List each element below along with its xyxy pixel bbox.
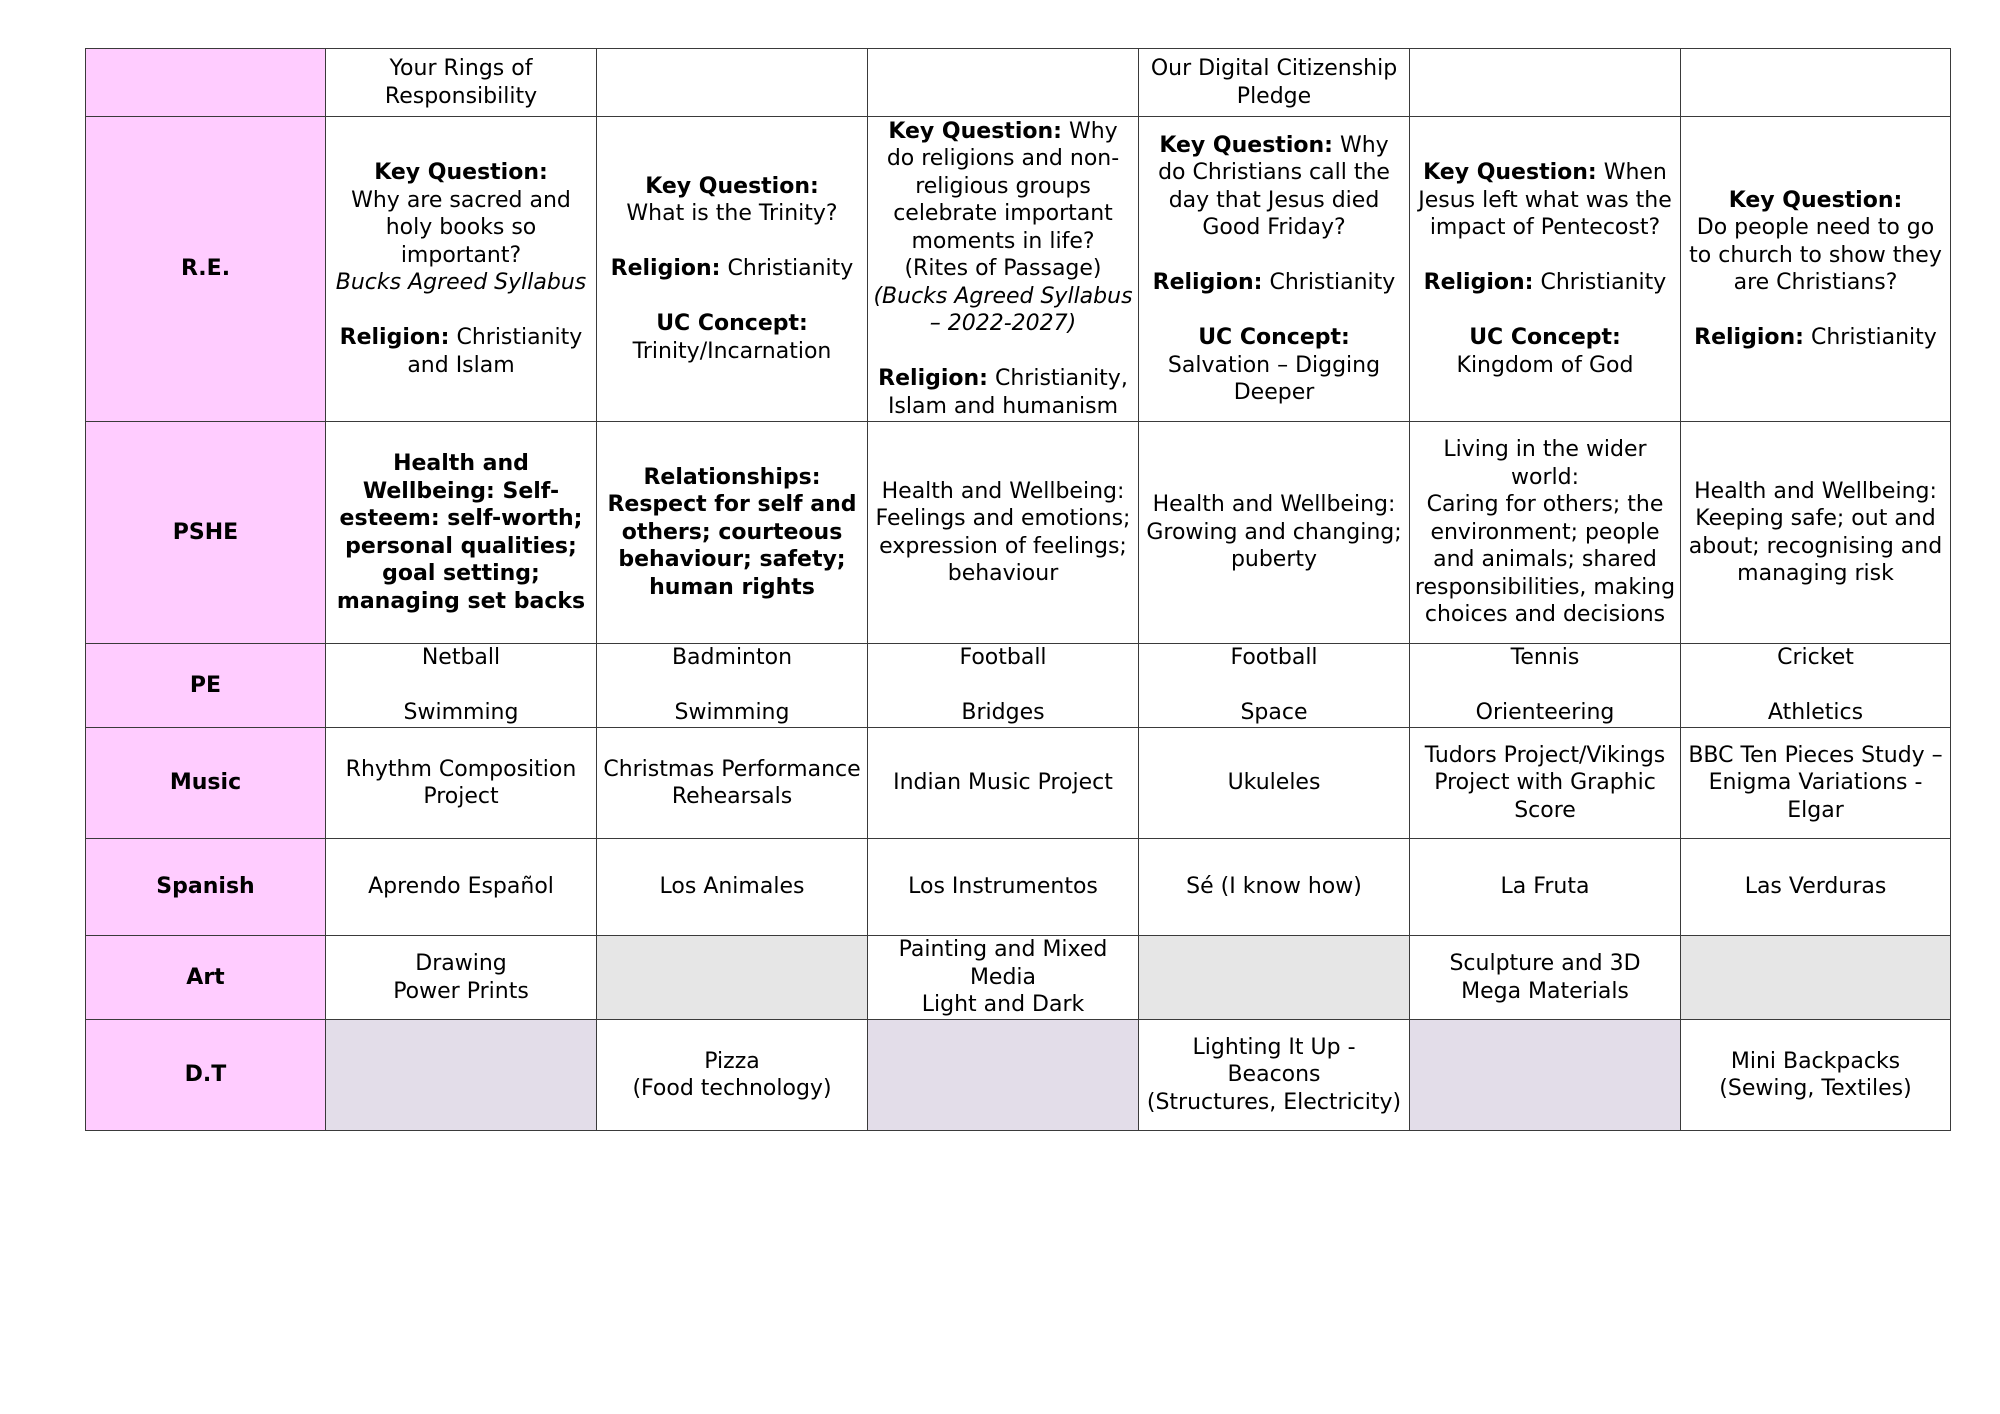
subject-label-dt: D.T	[86, 1020, 326, 1131]
spanish-cell-4: Sé (I know how)	[1139, 839, 1410, 936]
dt-cell-3-empty	[868, 1020, 1139, 1131]
re-c5-uc-text: Kingdom of God	[1456, 352, 1634, 378]
re-c6-religion-text: Christianity	[1810, 325, 1937, 350]
re-c5-uc-label: UC Concept:	[1469, 325, 1621, 350]
music-cell-2: Christmas Performance Rehearsals	[597, 728, 868, 839]
spanish-cell-1: Aprendo Español	[326, 839, 597, 936]
art-c1-a: Drawing	[415, 951, 507, 976]
re-c6-kq-label: Key Question:	[1728, 187, 1903, 213]
subject-label-re: R.E.	[86, 117, 326, 422]
re-cell-6	[1681, 117, 1951, 422]
re-c5-religion-text: Christianity	[1540, 270, 1667, 295]
pshe-cell-6: Health and Wellbeing: Keeping safe; out and about; recognising and managing risk	[1681, 422, 1951, 644]
pshe-c4-title: Health and Wellbeing:	[1152, 492, 1396, 518]
art-cell-3	[868, 936, 1139, 1020]
re-cell-2	[597, 117, 868, 422]
pshe-cell-5	[1410, 422, 1681, 644]
re-c1-religion-label: Religion:	[339, 325, 450, 350]
subject-label-art: Art	[86, 936, 326, 1020]
re-c4-kq-label: Key Question:	[1159, 132, 1333, 158]
pe-row	[86, 644, 1951, 728]
pe-cell-6	[1681, 644, 1951, 728]
pe-c6-b: Athletics	[1767, 700, 1864, 726]
music-row	[86, 728, 1951, 839]
pe-c5-a: Tennis	[1510, 645, 1580, 671]
pshe-cell-3: Health and Wellbeing: Feelings and emotions; expression of feelings; behaviour	[868, 422, 1139, 644]
spanish-cell-2: Los Animales	[597, 839, 868, 936]
re-c5-religion-label: Religion:	[1423, 270, 1534, 295]
re-cell-1	[326, 117, 597, 422]
re-c2-uc-text: Trinity/Incarnation	[632, 338, 832, 364]
pe-c3-b: Bridges	[961, 700, 1045, 726]
pe-cell-2	[597, 644, 868, 728]
re-c1-syllabus: Bucks Agreed Syllabus	[335, 270, 587, 295]
pe-c4-b: Space	[1240, 700, 1308, 726]
subject-label-spanish: Spanish	[86, 839, 326, 936]
dt-c6-a: Mini Backpacks	[1730, 1048, 1901, 1074]
music-cell-6: BBC Ten Pieces Study – Enigma Variations - Elgar	[1681, 728, 1951, 839]
re-c1-religion-text: Christianity and Islam	[407, 325, 583, 378]
art-cell-5	[1410, 936, 1681, 1020]
re-c3-kq-label: Key Question:	[888, 118, 1062, 144]
header-cell-2	[597, 49, 868, 117]
spanish-cell-3: Los Instrumentos	[868, 839, 1139, 936]
pe-cell-4	[1139, 644, 1410, 728]
art-c3-b: Light and Dark	[921, 992, 1085, 1018]
dt-c2-a: Pizza	[704, 1048, 760, 1074]
re-c5-kq-text: When Jesus left what was the impact of Pentecost?	[1418, 160, 1672, 240]
pe-cell-1	[326, 644, 597, 728]
re-cell-5	[1410, 117, 1681, 422]
dt-row	[86, 1020, 1951, 1131]
subject-label-pshe: PSHE	[86, 422, 326, 644]
spanish-row	[86, 839, 1951, 936]
dt-cell-2	[597, 1020, 868, 1131]
re-c4-religion-text: Christianity	[1269, 270, 1396, 295]
art-c3-a: Painting and Mixed Media	[898, 937, 1108, 990]
pe-c2-a: Badminton	[671, 645, 793, 671]
header-cell-3	[868, 49, 1139, 117]
header-corner-cell	[86, 49, 326, 117]
pshe-c5-text: Caring for others; the environment; people and animals; shared responsibilities, making choices and decisions	[1414, 492, 1676, 628]
re-c1-kq-text: Why are sacred and holy books so important?	[351, 187, 571, 268]
header-cell-4: Our Digital Citizenship Pledge	[1139, 49, 1410, 117]
pe-c2-b: Swimming	[674, 700, 790, 726]
pe-cell-3	[868, 644, 1139, 728]
header-row	[86, 49, 1951, 117]
art-c5-a: Sculpture and 3D	[1449, 951, 1641, 976]
dt-c4-b: (Structures, Electricity)	[1146, 1089, 1402, 1115]
pe-c3-a: Football	[959, 645, 1047, 671]
art-c1-b: Power Prints	[393, 978, 529, 1004]
re-c3-kq-text: Why do religions and non-religious groups celebrate important moments in life?	[886, 118, 1120, 254]
dt-c4-a: Lighting It Up - Beacons	[1192, 1034, 1356, 1088]
re-c3-rites: (Rites of Passage)	[904, 256, 1102, 282]
subject-label-music: Music	[86, 728, 326, 839]
subject-label-pe: PE	[86, 644, 326, 728]
re-cell-4	[1139, 117, 1410, 422]
header-cell-6	[1681, 49, 1951, 117]
re-c1-kq-label: Key Question:	[374, 160, 548, 185]
dt-cell-4	[1139, 1020, 1410, 1131]
re-c3-religion-label: Religion:	[878, 366, 988, 392]
re-c4-uc-text: Salvation – Digging Deeper	[1167, 352, 1381, 405]
re-c2-religion-text: Christianity	[727, 256, 854, 282]
art-cell-1	[326, 936, 597, 1020]
re-c3-religion-text: Christianity, Islam and humanism	[887, 366, 1128, 419]
pshe-row	[86, 422, 1951, 644]
dt-c2-b: (Food technology)	[632, 1076, 832, 1101]
dt-cell-5-empty	[1410, 1020, 1681, 1131]
art-cell-4-empty	[1139, 936, 1410, 1020]
art-row	[86, 936, 1951, 1020]
re-c4-kq-text: Why do Christians call the day that Jesus died Good Friday?	[1158, 132, 1390, 240]
re-c2-kq-text: What is the Trinity?	[626, 201, 838, 227]
music-cell-1: Rhythm Composition Project	[326, 728, 597, 839]
pshe-c5-title: Living in the wider world:	[1443, 437, 1647, 490]
pshe-c4-line3: puberty	[1230, 547, 1318, 573]
pe-cell-5	[1410, 644, 1681, 728]
spanish-cell-5: La Fruta	[1410, 839, 1681, 936]
music-cell-4: Ukuleles	[1139, 728, 1410, 839]
re-c4-uc-label: UC Concept:	[1198, 325, 1350, 350]
pe-c1-b: Swimming	[403, 700, 519, 726]
re-c2-religion-label: Religion:	[610, 256, 721, 282]
dt-cell-6	[1681, 1020, 1951, 1131]
pe-c6-a: Cricket	[1777, 645, 1854, 671]
pe-c1-a: Netball	[421, 645, 501, 671]
re-c5-kq-label: Key Question:	[1423, 160, 1597, 185]
re-c3-syllabus: (Bucks Agreed Syllabus – 2022-2027)	[873, 283, 1133, 337]
re-c6-kq-text: Do people need to go to church to show they are Christians?	[1689, 215, 1942, 295]
art-cell-2-empty	[597, 936, 868, 1020]
dt-c6-b: (Sewing, Textiles)	[1719, 1076, 1912, 1101]
pe-c5-b: Orienteering	[1475, 700, 1615, 726]
pshe-cell-4	[1139, 422, 1410, 644]
music-cell-5: Tudors Project/Vikings Project with Graphic Score	[1410, 728, 1681, 839]
re-c6-religion-label: Religion:	[1694, 325, 1804, 350]
header-cell-5	[1410, 49, 1681, 117]
curriculum-table	[85, 48, 1951, 1131]
re-row	[86, 117, 1951, 422]
spanish-cell-6: Las Verduras	[1681, 839, 1951, 936]
re-c2-kq-label: Key Question:	[645, 173, 819, 199]
re-c2-uc-label: UC Concept:	[656, 311, 808, 337]
dt-cell-1-empty	[326, 1020, 597, 1131]
pshe-c4-line2: Growing and changing;	[1146, 519, 1402, 545]
music-cell-3: Indian Music Project	[868, 728, 1139, 839]
re-cell-3	[868, 117, 1139, 422]
re-c4-religion-label: Religion:	[1152, 270, 1263, 295]
pshe-cell-2: Relationships: Respect for self and others; courteous behaviour; safety; human rights	[597, 422, 868, 644]
pe-c4-a: Football	[1230, 645, 1318, 671]
pshe-cell-1: Health and Wellbeing: Self-esteem: self-worth; personal qualities; goal setting; managing set backs	[326, 422, 597, 644]
art-c5-b: Mega Materials	[1461, 978, 1629, 1004]
header-cell-1: Your Rings of Responsibility	[326, 49, 597, 117]
art-cell-6-empty	[1681, 936, 1951, 1020]
